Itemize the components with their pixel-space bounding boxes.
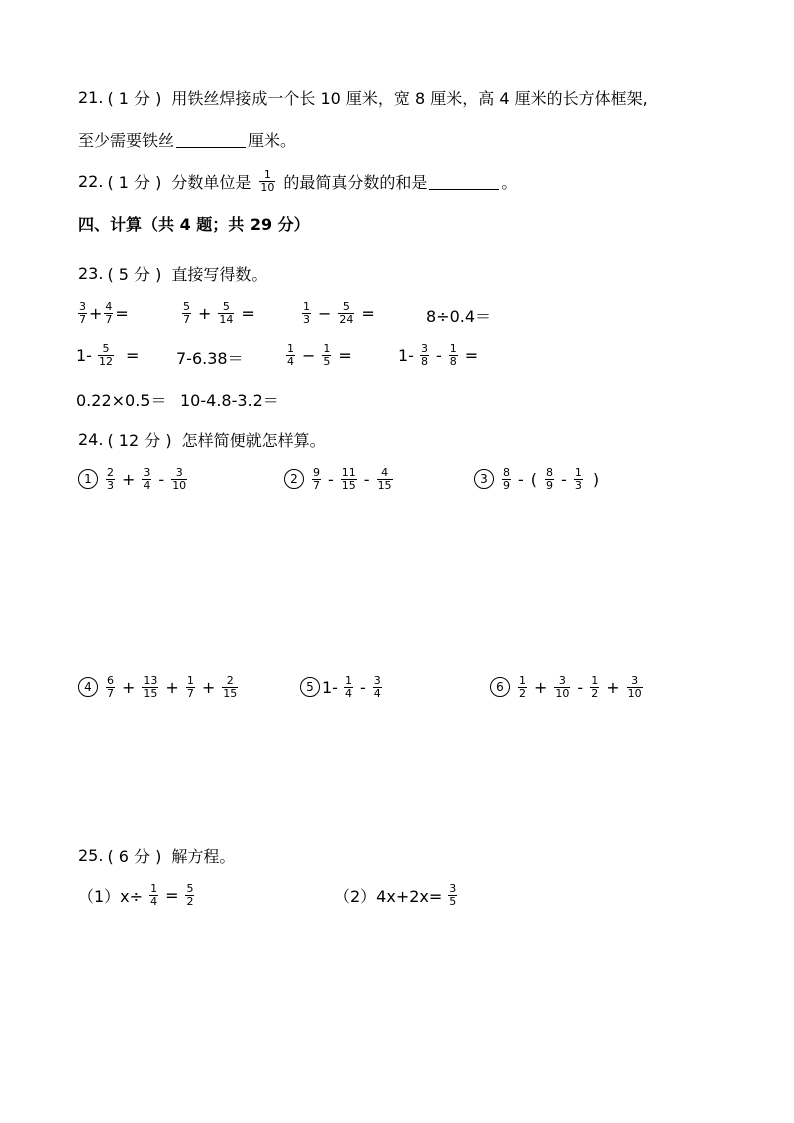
num: 11 [341,465,356,479]
prefix: 1- [76,345,92,365]
num: 3 [558,673,566,687]
operator: − [302,345,316,365]
den: 4 [373,686,381,700]
equals: = [361,303,375,323]
q23-row2-expr4 [398,338,483,372]
den: 4 [150,894,158,908]
q21-score: ( 1 分 ) [107,88,162,108]
num: 5 [186,881,194,895]
den: 5 [323,354,331,368]
q21-answer-blank[interactable] [176,131,246,148]
circled-number: 5 [300,677,320,697]
q22-frac-den: 10 [260,180,275,194]
section-heading: 四、计算（共 4 题；共 29 分） [78,215,310,234]
q25-text: 解方程。 [171,846,236,866]
equals: = [115,303,129,323]
num: 1 [449,341,457,355]
circled-number: 6 [490,677,510,697]
num: 9 [313,465,320,479]
operator: - [561,469,567,489]
den: 10 [172,478,187,492]
q23-number: 23. [78,263,104,283]
num: 6 [107,673,114,687]
den: 2 [519,686,526,700]
num: 1 [591,673,599,687]
num: 1 [303,299,310,313]
operator: - [363,469,370,489]
q22-fraction [259,169,275,194]
equation-label: （1）x÷ [78,886,144,906]
num: 3 [373,673,381,687]
equals: = [464,345,479,365]
q23-row1-expr3 [300,296,380,330]
den: 4 [344,686,352,700]
q21-number: 21. [78,87,104,107]
operator: - [577,677,584,697]
den: 8 [449,354,457,368]
operator: + [198,303,212,323]
operator: + [201,677,216,697]
q25-equation-2 [334,878,459,912]
operator: + [89,303,103,323]
den: 7 [105,312,113,326]
q25-score: ( 6 分 ) [107,846,162,866]
equals: = [125,345,140,365]
prefix: 1- [322,677,338,697]
den: 15 [377,478,392,492]
q25-number: 25. [78,845,104,865]
den: 5 [449,894,457,908]
q24-problem-6 [490,670,645,704]
q24-problem-1 [78,462,189,496]
operator: + [165,677,179,697]
q23-row2-expr2: 7-6.38＝ [176,349,244,368]
num: 3 [420,341,428,355]
den: 8 [420,354,428,368]
q24-problem-3 [474,462,599,496]
num: 13 [143,673,158,687]
q23-row2-expr3 [284,338,357,372]
num: 1 [519,673,526,687]
num: 5 [183,299,190,313]
operator: - [158,469,165,489]
den: 2 [591,686,599,700]
q24-number: 24. [78,429,104,449]
q21-text: 用铁丝焊接成一个长 10 厘米，宽 8 厘米，高 4 厘米的长方体框架, [171,88,648,108]
q21-text2a: 至少需要铁丝 [78,130,175,150]
q23-row3-expr1: 0.22×0.5＝ [76,391,167,410]
den: 7 [183,312,190,326]
den: 15 [223,686,238,700]
den: 14 [219,312,234,326]
q22-number: 22. [78,171,104,191]
question-22 [78,164,517,198]
den: 7 [186,686,194,700]
num: 2 [107,465,114,479]
question-21 [78,86,648,108]
operator: + [606,677,620,697]
num: 1 [186,673,194,687]
num: 4 [105,299,113,313]
q22-text-b: 的最简真分数的和是 [283,172,428,192]
q24-score: ( 12 分 ) [107,430,172,450]
den: 7 [107,686,114,700]
q24-problem-4 [78,670,240,704]
q22-text-c: 。 [501,172,518,192]
num: 3 [175,465,183,479]
den: 10 [555,686,570,700]
circled-number: 1 [78,469,98,489]
den: 4 [143,478,151,492]
equals: = [241,303,255,323]
num: 1 [344,673,352,687]
num: 1 [150,881,158,895]
num: 4 [381,465,389,479]
den: 3 [107,478,114,492]
left-paren: ( [530,469,538,489]
q23-score: ( 5 分 ) [107,264,162,284]
operator: - [518,469,524,489]
num: 1 [287,341,294,355]
right-paren: ) [592,469,600,489]
q24-problem-2 [284,462,395,496]
operator: + [122,469,136,489]
den: 15 [143,686,158,700]
q22-text-a: 分数单位是 [171,172,252,192]
den: 3 [303,312,310,326]
question-24 [78,428,326,450]
num: 5 [102,341,110,355]
den: 15 [341,478,356,492]
den: 24 [339,312,354,326]
q22-answer-blank[interactable] [429,173,499,190]
den: 9 [503,478,510,492]
q23-text: 直接写得数。 [171,264,268,284]
num: 3 [143,465,151,479]
equals: = [338,345,352,365]
question-21-line2 [78,128,296,150]
circled-number: 4 [78,677,98,697]
q23-row2-expr1 [76,338,144,372]
circled-number: 3 [474,469,494,489]
q23-row3-expr2: 10-4.8-3.2＝ [180,391,279,410]
q23-row1-expr2 [180,296,260,330]
den: 2 [186,894,194,908]
equals: = [165,885,179,905]
q24-problem-5 [300,670,384,704]
num: 3 [631,673,639,687]
operator: − [318,303,332,323]
den: 4 [287,354,294,368]
operator: + [122,677,136,697]
den: 7 [79,312,86,326]
den: 7 [313,478,320,492]
operator: + [534,677,548,697]
num: 3 [449,881,457,895]
q22-score: ( 1 分 ) [107,172,162,192]
q25-equation-1 [78,878,196,912]
num: 3 [79,299,86,313]
prefix: 1- [398,345,414,365]
num: 5 [222,299,230,313]
num: 1 [574,465,582,479]
q23-row1-expr4: 8÷0.4＝ [426,307,492,326]
den: 12 [98,354,113,368]
question-23 [78,262,267,284]
den: 10 [627,686,642,700]
num: 5 [342,299,350,313]
operator: - [328,469,334,489]
num: 2 [226,673,234,687]
num: 8 [503,465,510,479]
operator: - [359,677,366,697]
q22-frac-num: 1 [263,167,271,181]
num: 1 [323,341,331,355]
operator: - [435,345,442,365]
num: 8 [546,465,554,479]
q23-row1-expr1 [76,296,129,330]
equation-label: （2）4x+2x= [334,886,443,906]
den: 9 [546,478,554,492]
circled-number: 2 [284,469,304,489]
q24-text: 怎样简便就怎样算。 [181,430,326,450]
question-25 [78,844,235,866]
q21-text2b: 厘米。 [248,130,297,150]
den: 3 [574,478,582,492]
